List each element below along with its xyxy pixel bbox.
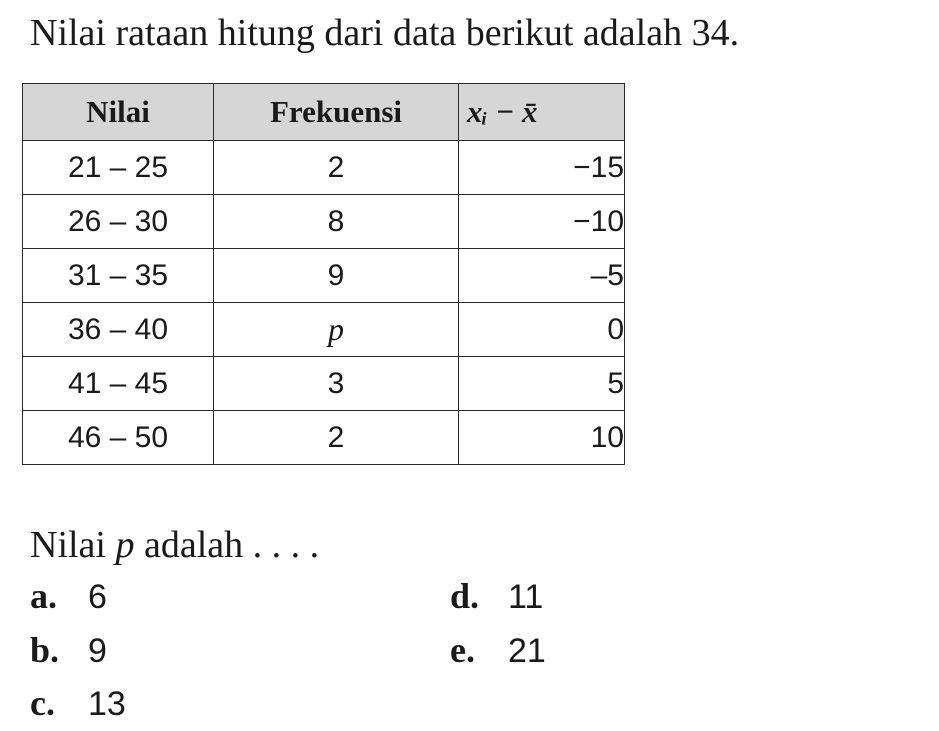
option-value: 13	[88, 685, 126, 723]
option-d[interactable]	[450, 572, 543, 621]
cell-frekuensi: 3	[214, 357, 459, 411]
option-e[interactable]	[450, 626, 546, 675]
header-nilai: Nilai	[23, 84, 214, 141]
cell-frekuensi-variable: p	[214, 303, 459, 357]
table-row	[23, 141, 625, 195]
option-letter: c.	[30, 683, 55, 723]
option-letter: d.	[450, 576, 480, 616]
option-value: 11	[508, 578, 544, 616]
cell-frekuensi: 8	[214, 195, 459, 249]
cell-frekuensi: 2	[214, 411, 459, 465]
cell-nilai: 36 – 40	[23, 303, 214, 357]
option-b[interactable]	[30, 626, 107, 675]
question-variable: p	[115, 524, 135, 566]
cell-deviation: –5	[459, 249, 625, 303]
cell-nilai: 46 – 50	[23, 411, 214, 465]
option-letter: b.	[30, 630, 60, 670]
question-suffix: adalah . . . .	[134, 524, 320, 566]
option-value: 9	[88, 632, 107, 670]
cell-nilai: 21 – 25	[23, 141, 214, 195]
frequency-table	[22, 83, 625, 465]
cell-nilai: 41 – 45	[23, 357, 214, 411]
header-frekuensi: Frekuensi	[214, 84, 459, 141]
table-row	[23, 249, 625, 303]
cell-deviation: 0	[459, 303, 625, 357]
option-a[interactable]	[30, 572, 107, 621]
question-prefix: Nilai	[30, 524, 116, 566]
cell-deviation: 10	[459, 411, 625, 465]
cell-nilai: 31 – 35	[23, 249, 214, 303]
table-row	[23, 303, 625, 357]
cell-frekuensi: 2	[214, 141, 459, 195]
option-letter: e.	[450, 630, 475, 670]
header-deviation: xᵢ − x̄	[459, 84, 625, 141]
cell-deviation: 5	[459, 357, 625, 411]
cell-frekuensi: 9	[214, 249, 459, 303]
table-header-row	[23, 84, 625, 141]
option-value: 21	[508, 632, 546, 670]
cell-nilai: 26 – 30	[23, 195, 214, 249]
cell-deviation: −15	[459, 141, 625, 195]
table-row	[23, 411, 625, 465]
option-value: 6	[88, 578, 107, 616]
option-c[interactable]	[30, 679, 126, 728]
option-letter: a.	[30, 576, 57, 616]
table-row	[23, 195, 625, 249]
intro-text: Nilai rataan hitung dari data berikut adalah 34.	[30, 12, 740, 54]
table-row	[23, 357, 625, 411]
question-text	[30, 520, 319, 570]
cell-deviation: −10	[459, 195, 625, 249]
